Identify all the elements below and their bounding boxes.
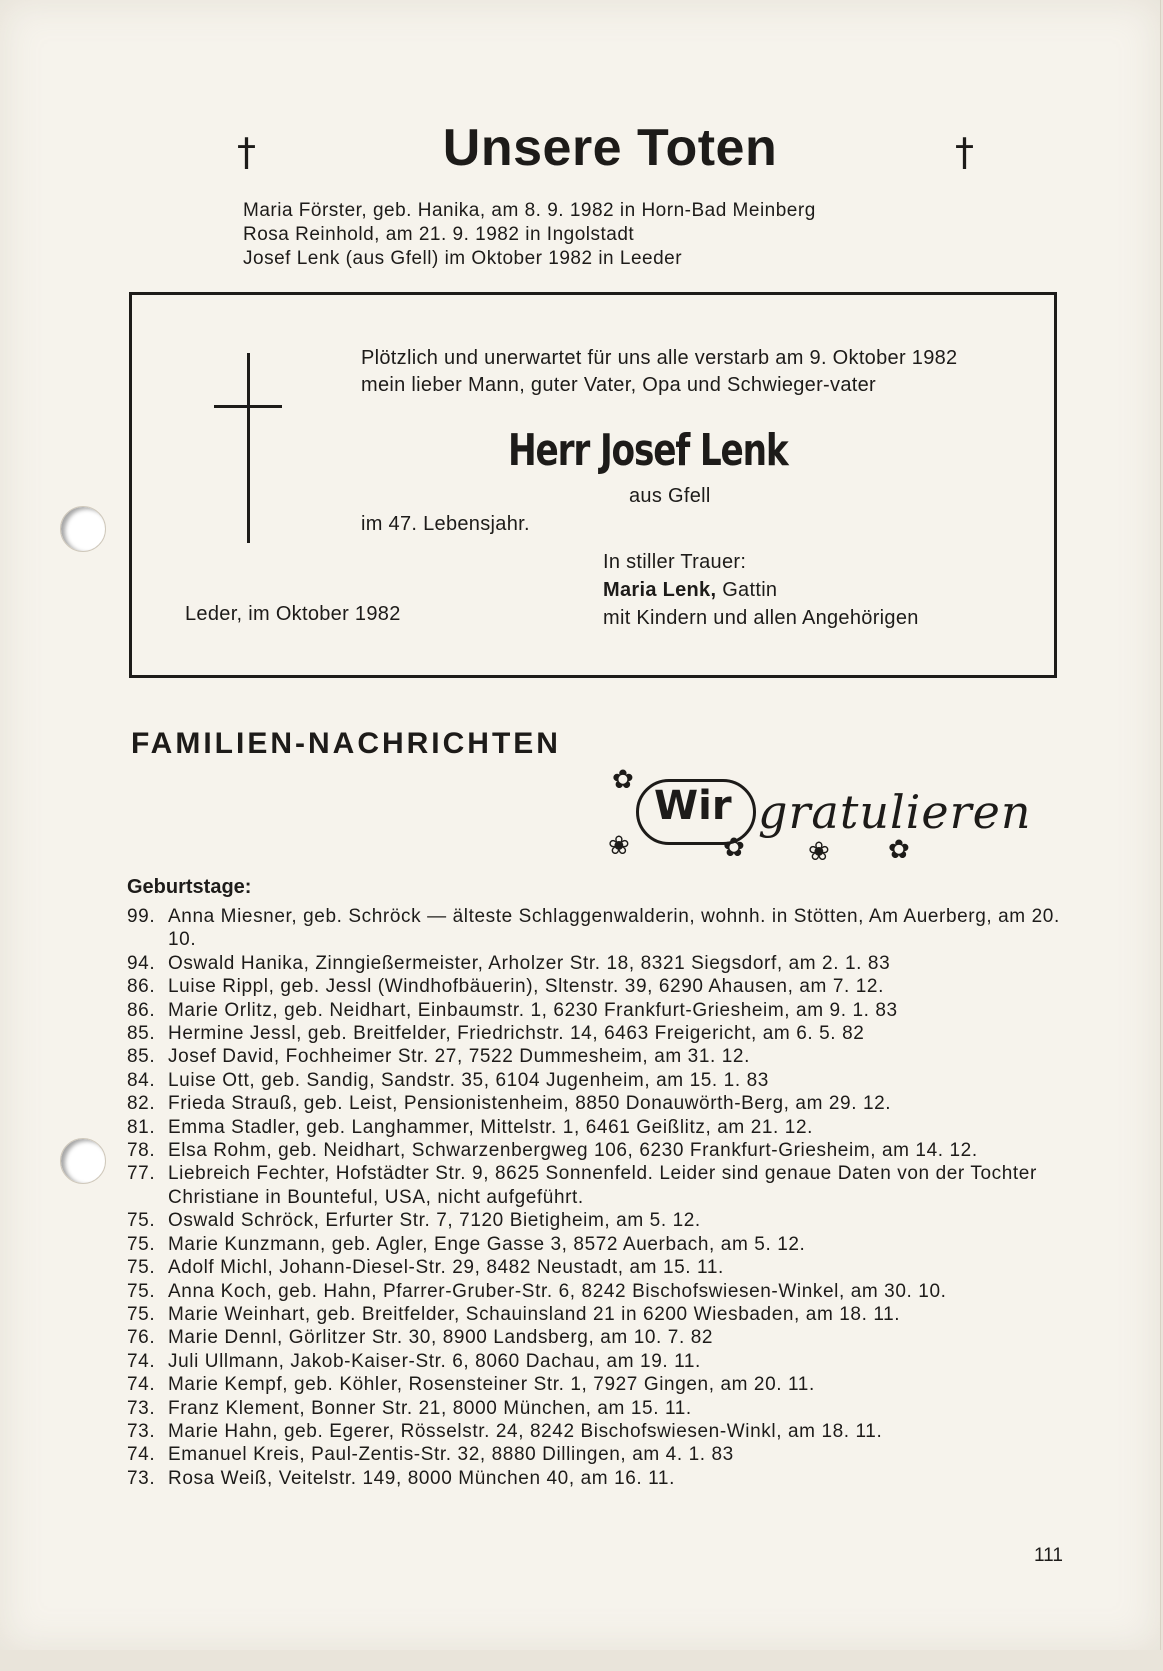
mourner-name: Maria Lenk, [603, 579, 717, 601]
birthday-text: Rosa Weiß, Veitelstr. 149, 8000 München 40, am 16. 11. [168, 1467, 675, 1489]
birthday-age: 86. [127, 999, 156, 1021]
birthday-age: 78. [127, 1140, 156, 1162]
flower-icon: ✿ [723, 833, 745, 863]
birthday-age: 86. [127, 976, 156, 998]
list-item [127, 1022, 1087, 1045]
list-item [127, 1350, 1087, 1373]
list-item [127, 1045, 1087, 1068]
congratulations-logo [608, 765, 1032, 875]
list-item [127, 1162, 1087, 1209]
gratulieren-text: gratulieren [758, 785, 1032, 839]
birthday-text: Marie Dennl, Görlitzer Str. 30, 8900 Landsberg, am 10. 7. 82 [168, 1327, 714, 1349]
obituary-origin: aus Gfell [629, 485, 711, 507]
birthday-text: Luise Rippl, geb. Jessl (Windhofbäuerin), Sltenstr. 39, 6290 Ahausen, am 7. 12. [168, 976, 884, 998]
page-title: Unsere Toten [442, 119, 778, 177]
birthday-age: 74. [127, 1444, 156, 1466]
birthday-text: Emma Stadler, geb. Langhammer, Mittelstr. 1, 6461 Geißlitz, am 21. 12. [168, 1116, 814, 1138]
birthday-text: Franz Klement, Bonner Str. 21, 8000 München, am 15. 11. [168, 1397, 692, 1419]
birthdays-list [127, 905, 1087, 1490]
birthday-age: 76. [127, 1327, 156, 1349]
list-item [127, 1233, 1087, 1256]
death-entry: Rosa Reinhold, am 21. 9. 1982 in Ingolstadt [243, 224, 635, 245]
list-item [127, 1420, 1087, 1443]
obituary-mourners [603, 548, 919, 632]
death-entry: Maria Förster, geb. Hanika, am 8. 9. 1982 in Horn-Bad Meinberg [243, 200, 816, 221]
obituary-age: im 47. Lebensjahr. [361, 513, 530, 535]
list-item [127, 975, 1087, 998]
list-item [127, 1467, 1087, 1490]
birthday-age: 75. [127, 1210, 156, 1232]
mourner-line [603, 576, 919, 604]
birthday-age: 99. [127, 906, 156, 927]
list-item [127, 1373, 1087, 1396]
birthdays-heading: Geburtstage: [127, 876, 252, 898]
birthday-age: 75. [127, 1257, 156, 1279]
punch-hole-top [60, 506, 106, 552]
list-item [127, 1116, 1087, 1139]
death-entry: Josef Lenk (aus Gfell) im Oktober 1982 in Leeder [243, 248, 683, 269]
birthday-age: 82. [127, 1093, 156, 1115]
birthday-text: Marie Orlitz, geb. Neidhart, Einbaumstr. 1, 6230 Frankfurt-Griesheim, am 9. 1. 83 [168, 999, 898, 1021]
birthday-text: Juli Ullmann, Jakob-Kaiser-Str. 6, 8060 Dachau, am 19. 11. [168, 1350, 701, 1372]
flower-icon: ✿ [612, 765, 634, 795]
birthday-text: Luise Ott, geb. Sandig, Sandstr. 35, 6104 Jugenheim, am 15. 1. 83 [168, 1069, 769, 1091]
list-item [127, 905, 1087, 952]
birthday-age: 75. [127, 1280, 156, 1302]
obituary-notice [129, 292, 1057, 678]
cross-left-icon: † [237, 130, 256, 174]
obituary-cross-icon [247, 353, 250, 543]
birthday-age: 73. [127, 1397, 156, 1419]
flower-icon: ✿ [888, 835, 910, 865]
birthday-age: 73. [127, 1420, 156, 1442]
list-item [127, 1069, 1087, 1092]
birthday-text: Elsa Rohm, geb. Neidhart, Schwarzenbergweg 106, 6230 Frankfurt-Griesheim, am 14. 12. [168, 1140, 978, 1162]
list-item [127, 1303, 1087, 1326]
deaths-list [243, 199, 816, 271]
flower-icon: ❀ [808, 837, 830, 867]
birthday-text: Oswald Schröck, Erfurter Str. 7, 7120 Bietigheim, am 5. 12. [168, 1210, 701, 1232]
birthday-age: 94. [127, 952, 156, 974]
birthday-text: Marie Kunzmann, geb. Agler, Enge Gasse 3, 8572 Auerbach, am 5. 12. [168, 1233, 806, 1255]
birthday-text: Liebreich Fechter, Hofstädter Str. 9, 8625 Sonnenfeld. Leider sind genaue Daten von der Tochter Christiane in Bounteful, USA, nicht aufgeführt. [168, 1163, 1037, 1208]
obituary-cross-bar [214, 405, 282, 408]
birthday-age: 77. [127, 1163, 156, 1185]
wir-text: Wir [654, 783, 732, 829]
birthday-age: 84. [127, 1069, 156, 1091]
birthday-text: Hermine Jessl, geb. Breitfelder, Friedrichstr. 14, 6463 Freigericht, am 6. 5. 82 [168, 1023, 865, 1045]
birthday-text: Adolf Michl, Johann-Diesel-Str. 29, 8482 Neustadt, am 15. 11. [168, 1257, 724, 1279]
obituary-name: Herr Josef Lenk [508, 425, 788, 476]
birthday-age: 73. [127, 1467, 156, 1489]
list-item [127, 1256, 1087, 1279]
birthday-age: 85. [127, 1046, 156, 1068]
birthday-age: 75. [127, 1233, 156, 1255]
birthday-age: 74. [127, 1374, 156, 1396]
family-news-heading: FAMILIEN-NACHRICHTEN [131, 727, 561, 760]
list-item [127, 999, 1087, 1022]
list-item [127, 952, 1087, 975]
obituary-text: Plötzlich und unerwartet für uns alle verstarb am 9. Oktober 1982 mein lieber Mann, guter Vater, Opa und Schwieger-vater [361, 347, 958, 396]
mourner-family: mit Kindern und allen Angehörigen [603, 607, 919, 629]
list-item [127, 1280, 1087, 1303]
list-item [127, 1443, 1087, 1466]
list-item [127, 1209, 1087, 1232]
list-item [127, 1397, 1087, 1420]
birthday-text: Emanuel Kreis, Paul-Zentis-Str. 32, 8880 Dillingen, am 4. 1. 83 [168, 1444, 734, 1466]
birthday-text: Frieda Strauß, geb. Leist, Pensionistenheim, 8850 Donauwörth-Berg, am 29. 12. [168, 1093, 892, 1115]
flower-icon: ❀ [608, 831, 630, 861]
cross-right-icon: † [955, 130, 974, 174]
birthday-text: Marie Hahn, geb. Egerer, Rösselstr. 24, 8242 Bischofswiesen-Winkl, am 18. 11. [168, 1420, 883, 1442]
birthday-age: 81. [127, 1116, 156, 1138]
punch-hole-bottom [60, 1138, 106, 1184]
mourning-label: In stiller Trauer: [603, 551, 747, 573]
birthday-text: Marie Weinhart, geb. Breitfelder, Schauinsland 21 in 6200 Wiesbaden, am 18. 11. [168, 1303, 901, 1325]
birthday-text: Josef David, Fochheimer Str. 27, 7522 Dummesheim, am 31. 12. [168, 1046, 750, 1068]
list-item [127, 1092, 1087, 1115]
list-item [127, 1139, 1087, 1162]
birthday-text: Anna Koch, geb. Hahn, Pfarrer-Gruber-Str. 6, 8242 Bischofswiesen-Winkel, am 30. 10. [168, 1280, 947, 1302]
list-item [127, 1326, 1087, 1349]
birthday-text: Oswald Hanika, Zinngießermeister, Arholzer Str. 18, 8321 Siegsdorf, am 2. 1. 83 [168, 952, 891, 974]
birthday-age: 85. [127, 1023, 156, 1045]
mourner-role: Gattin [716, 579, 778, 601]
birthday-text: Marie Kempf, geb. Köhler, Rosensteiner Str. 1, 7927 Gingen, am 20. 11. [168, 1374, 815, 1396]
birthday-text: Anna Miesner, geb. Schröck — älteste Schlaggenwalderin, wohnh. in Stötten, Am Auerberg, am 20. 10. [168, 906, 1060, 951]
birthday-age: 75. [127, 1303, 156, 1325]
page-number: 111 [1034, 1545, 1063, 1566]
obituary-place-date: Leder, im Oktober 1982 [185, 603, 401, 625]
birthday-age: 74. [127, 1350, 156, 1372]
